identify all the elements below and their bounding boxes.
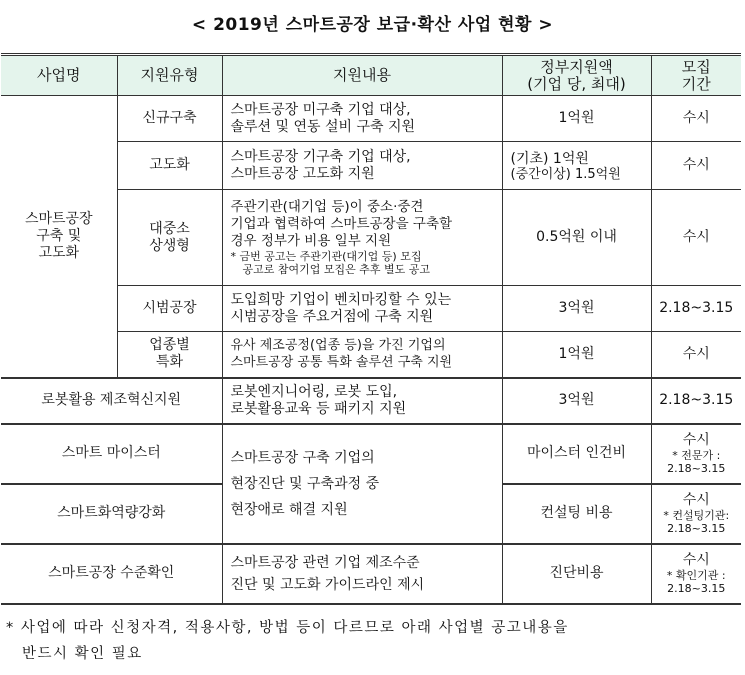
table-header xyxy=(1,55,741,96)
content-line: 기업과 협력하여 스마트공장을 구축할 xyxy=(230,216,453,232)
amount-line: (중간이상) 1.5억원 xyxy=(510,166,621,182)
type-line: 대중소 xyxy=(149,220,190,237)
header-type: 지원유형 xyxy=(117,55,222,96)
recruit-period: 수시 xyxy=(651,96,741,142)
recruit-period: 2.18~3.15 xyxy=(651,378,741,424)
header-program: 사업명 xyxy=(1,55,117,96)
amount-line: (기초) 1억원 xyxy=(510,150,589,167)
program-name-line: 구축 및 xyxy=(36,227,82,244)
header-amount-line: 정부지원액 xyxy=(540,57,613,76)
period-note: * 확인기관 : xyxy=(666,569,726,582)
support-amount: 0.5억원 이내 xyxy=(502,190,651,286)
support-amount: 1억원 xyxy=(502,96,651,142)
support-content xyxy=(222,142,502,190)
header-period xyxy=(651,55,741,96)
content-line: 스마트공장 미구축 기업 대상, xyxy=(230,101,411,118)
content-line: 스마트공장 공통 특화 솔루션 구축 지원 xyxy=(230,355,453,371)
support-type: 시범공장 xyxy=(117,286,222,332)
content-line: 스마트공장 고도화 지원 xyxy=(230,165,375,182)
support-amount: 3억원 xyxy=(502,286,651,332)
content-line: 현장진단 및 구축과정 중 xyxy=(230,475,380,492)
support-amount: 컨설팅 비용 xyxy=(502,484,651,544)
type-line: 상생형 xyxy=(149,237,190,254)
support-content xyxy=(222,286,502,332)
program-name-line: 스마트공장 xyxy=(24,210,93,227)
support-amount: 3억원 xyxy=(502,378,651,424)
program-table xyxy=(1,53,741,605)
program-name: 스마트 마이스터 xyxy=(1,424,222,484)
header-amount xyxy=(502,55,651,96)
program-name-line: 고도화 xyxy=(38,244,80,261)
content-note: 공고로 참여기업 모집은 추후 별도 공고 xyxy=(242,263,430,276)
period-line: 수시 xyxy=(682,492,710,508)
support-content xyxy=(222,544,502,604)
period-line: 수시 xyxy=(682,552,710,568)
footnote-line: * 사업에 따라 신청자격, 적용사항, 방법 등이 다르므로 아래 사업별 공고내용을 xyxy=(6,620,569,636)
period-note: * 컨설팅기관: xyxy=(663,509,730,522)
support-content xyxy=(222,332,502,378)
recruit-period xyxy=(651,544,741,604)
header-amount-line: (기업 당, 최대) xyxy=(527,74,626,93)
content-line: 시범공장을 주요거점에 구축 지원 xyxy=(230,308,434,325)
support-type xyxy=(117,190,222,286)
support-amount xyxy=(502,142,651,190)
support-amount: 진단비용 xyxy=(502,544,651,604)
recruit-period: 2.18~3.15 xyxy=(651,286,741,332)
content-line: 스마트공장 관련 기업 제조수준 xyxy=(230,554,420,571)
content-line: 로봇엔지니어링, 로봇 도입, xyxy=(230,383,398,400)
content-line: 도입희망 기업이 벤치마킹할 수 있는 xyxy=(230,291,452,308)
support-amount: 마이스터 인건비 xyxy=(502,424,651,484)
page-title: < 2019년 스마트공장 보급·확산 사업 현황 > xyxy=(191,15,554,35)
program-name: 스마트화역량강화 xyxy=(1,484,222,544)
support-content xyxy=(222,424,502,544)
support-type: 고도화 xyxy=(117,142,222,190)
support-type: 신규구축 xyxy=(117,96,222,142)
content-line: 스마트공장 구축 기업의 xyxy=(230,449,375,466)
type-line: 업종별 xyxy=(149,337,190,354)
type-line: 특화 xyxy=(155,354,184,371)
period-line: 수시 xyxy=(682,432,710,448)
recruit-period xyxy=(651,424,741,484)
recruit-period: 수시 xyxy=(651,190,741,286)
content-line: 유사 제조공정(업종 등)을 가진 기업의 xyxy=(230,338,446,354)
program-name: 로봇활용 제조혁신지원 xyxy=(1,378,222,424)
table-row xyxy=(1,544,741,604)
content-line: 경우 정부가 비용 일부 지원 xyxy=(230,233,392,249)
content-line: 주관기관(대기업 등)이 중소·중견 xyxy=(230,199,424,215)
header-content: 지원내용 xyxy=(222,55,502,96)
support-content xyxy=(222,190,502,286)
content-line: 진단 및 고도화 가이드라인 제시 xyxy=(230,576,425,593)
support-type xyxy=(117,332,222,378)
recruit-period: 수시 xyxy=(651,142,741,190)
support-content xyxy=(222,378,502,424)
table-row xyxy=(1,378,741,424)
program-name: 스마트공장 수준확인 xyxy=(1,544,222,604)
program-name xyxy=(1,96,117,378)
support-amount: 1억원 xyxy=(502,332,651,378)
period-note: 2.18~3.15 xyxy=(667,462,726,475)
period-note: * 전문가 : xyxy=(672,449,721,462)
content-line: 스마트공장 기구축 기업 대상, xyxy=(230,148,411,165)
table-row xyxy=(1,96,741,142)
content-note: * 금번 공고는 주관기관(대기업 등) 모집 xyxy=(230,250,422,263)
recruit-period: 수시 xyxy=(651,332,741,378)
footnote-line: 반드시 확인 필요 xyxy=(22,646,143,662)
header-period-line: 모집 xyxy=(681,57,711,76)
table-row xyxy=(1,424,741,484)
header-period-line: 기간 xyxy=(681,74,711,93)
support-content xyxy=(222,96,502,142)
period-note: 2.18~3.15 xyxy=(667,522,726,535)
content-line: 로봇활용교육 등 패키지 지원 xyxy=(230,400,407,417)
period-note: 2.18~3.15 xyxy=(667,582,726,595)
content-line: 솔루션 및 연동 설비 구축 지원 xyxy=(230,118,416,135)
recruit-period xyxy=(651,484,741,544)
footnote xyxy=(6,615,741,667)
content-line: 현장애로 해결 지원 xyxy=(230,501,348,518)
